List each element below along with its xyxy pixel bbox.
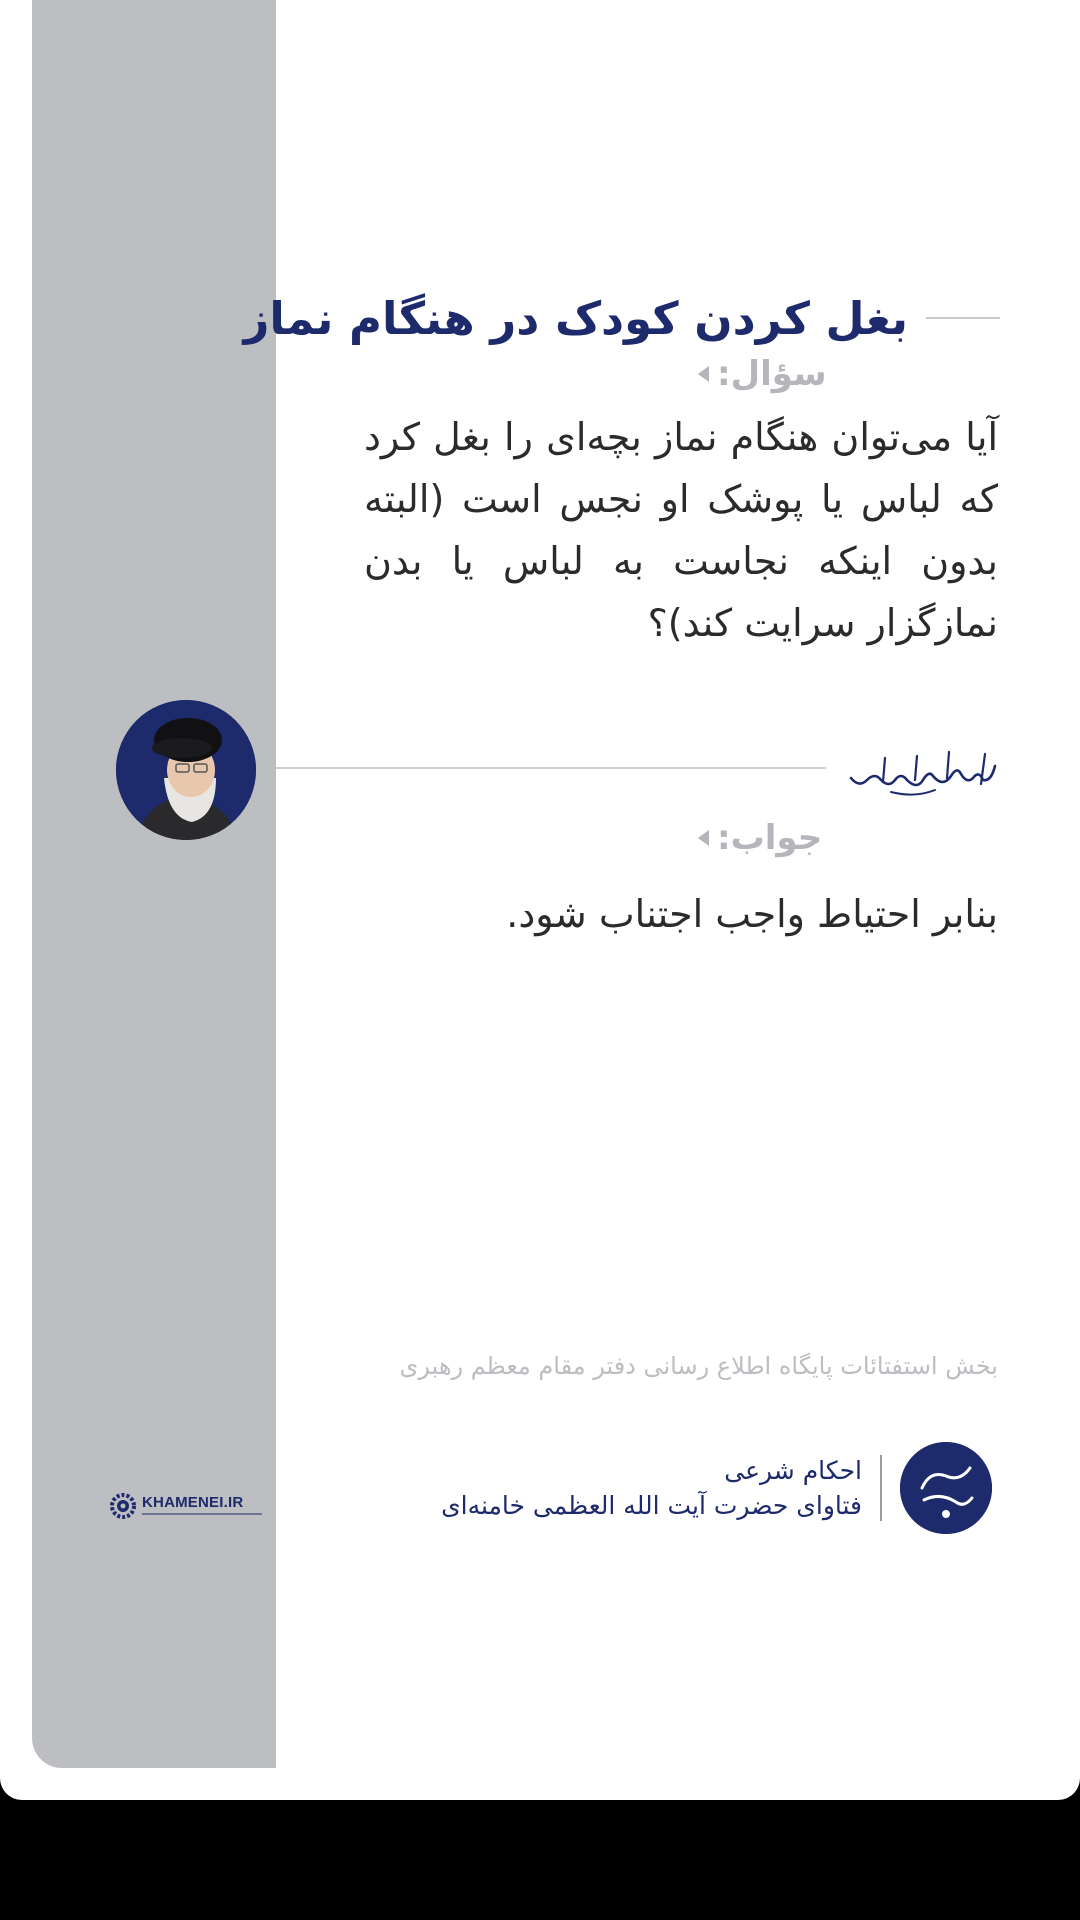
answer-label-text: جواب: [717, 818, 823, 858]
post-title: بغل کردن کودک در هنگام نماز [243, 291, 908, 345]
divider [276, 767, 826, 769]
answer-text: بنابر احتیاط واجب اجتناب شود. [506, 892, 998, 936]
triangle-marker-icon [698, 830, 709, 846]
question-label-text: سؤال: [717, 354, 827, 394]
answer-label [698, 818, 998, 858]
gear-logo-icon [108, 1491, 138, 1521]
question-label [698, 354, 998, 394]
title-line [926, 317, 1000, 319]
brand-line-2: فتاوای حضرت آیت الله العظمی خامنه‌ای [441, 1491, 862, 1520]
brand-line-1: احکام شرعی [724, 1456, 862, 1485]
title-row [243, 282, 1000, 354]
site-logo-tagline [142, 1512, 262, 1518]
brand-footer [420, 1438, 992, 1538]
brand-text [441, 1456, 862, 1520]
question-text: آیا می‌توان هنگام نماز بچه‌ای را بغل کرد که لباس یا پوشک او نجس است (البته بدون اینکه نجاست به لباس یا بدن نمازگزار سرایت کند)؟ [364, 415, 998, 645]
side-strip [32, 0, 276, 1768]
portrait-avatar [116, 700, 256, 840]
source-credit: بخش استفتائات پایگاه اطلاع رسانی دفتر مقام معظم رهبری [399, 1352, 998, 1380]
brand-badge-icon [900, 1442, 992, 1534]
site-logo [108, 1490, 268, 1522]
basmala-calligraphy [845, 740, 1003, 800]
triangle-marker-icon [698, 366, 709, 382]
site-logo-name: KHAMENEI.IR [142, 1493, 244, 1511]
brand-separator [880, 1455, 882, 1521]
